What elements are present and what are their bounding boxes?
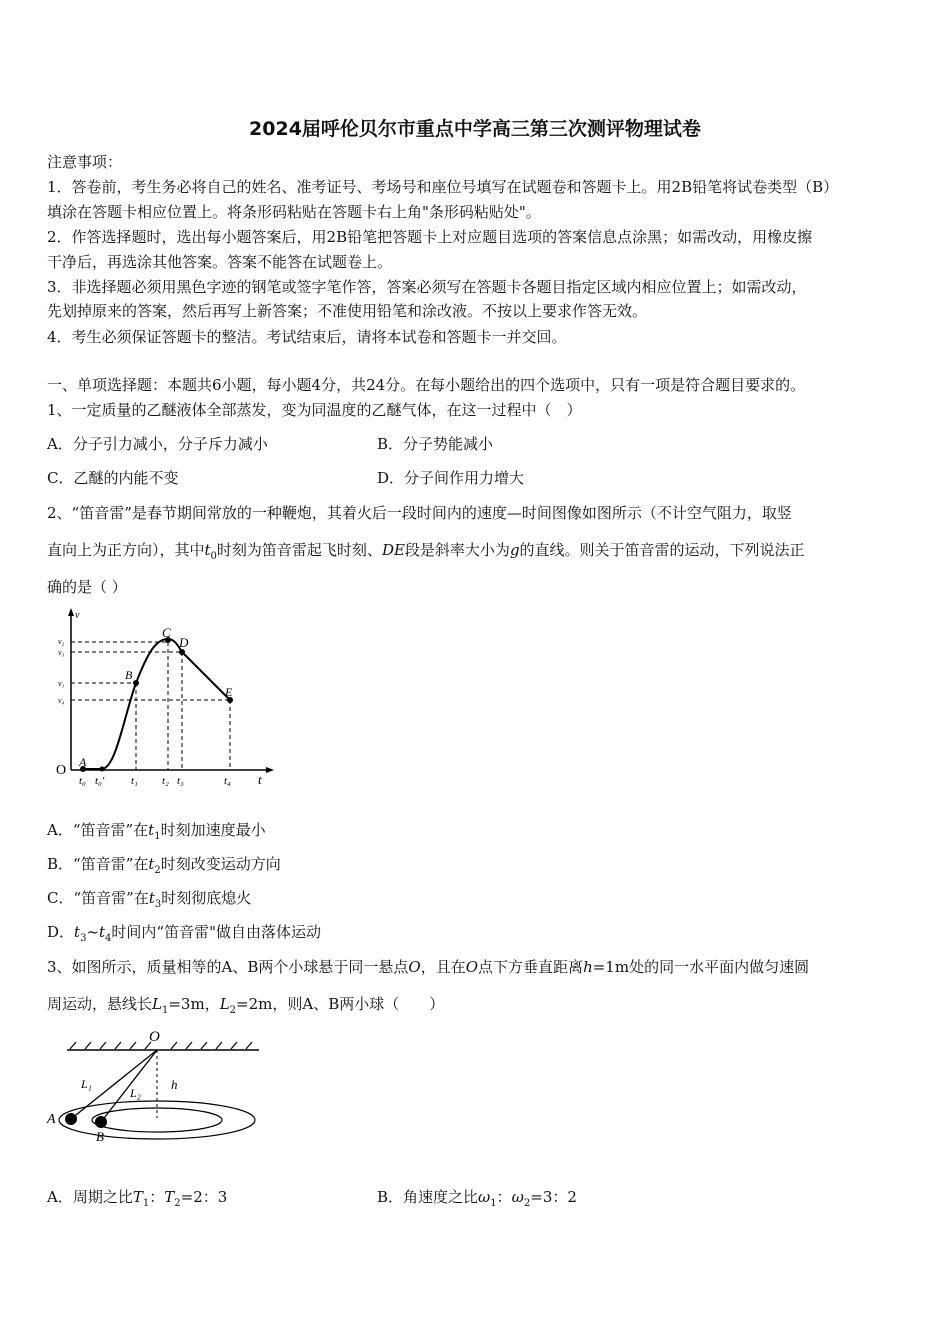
y-tick-v4: v₄ [58,696,65,705]
v-axis-arrow [68,608,74,616]
point-b [133,680,139,686]
x-tick-t2: t₂ [162,775,169,787]
x-tick-t1: t₁ [131,775,138,787]
velocity-time-graph [52,606,282,791]
q2-option-b: B．“笛音雷”在$t_2$时刻改变运动方向 [47,855,281,876]
conical-pendulum-figure [45,1026,270,1146]
axis-label-t: t [258,772,262,787]
x-tick-t3: t₃ [177,775,184,787]
notice-line: 填涂在答题卡相应位置上。将条形码粘贴在答题卡右上角"条形码粘贴处"。 [47,203,541,221]
point-label-e: E [225,685,233,699]
velocity-curve [83,639,230,769]
t-axis-arrow [266,767,274,773]
q2-stem-line1: 2、“笛音雷”是春节期间常放的一种鞭炮，其着火后一段时间内的速度—时间图像如图所示（不计空气阻力，取竖 [47,504,792,522]
q1-option-d: D．分子间作用力增大 [377,469,525,487]
y-tick-v2: v₂ [58,637,65,646]
q1-option-b: B．分子势能减小 [377,435,494,453]
axis-label-v: v [75,610,80,621]
point-label-c: C [162,625,171,640]
label-h: h [171,1077,178,1092]
q1-stem: 1、一定质量的乙醚液体全部蒸发，变为同温度的乙醚气体，在这一过程中（ ） [47,401,582,419]
notice-line: 1．答卷前，考生务必将自己的姓名、准考证号、考场号和座位号填写在试题卷和答题卡上。用2B铅笔将试卷类型（B） [47,178,839,196]
notice-line: 先划掉原来的答案，然后再写上新答案；不准使用铅笔和涂改液。不按以上要求作答无效。 [47,302,648,320]
suspension-point-label: O [149,1029,160,1045]
point-label-b: B [125,668,133,682]
q2-stem-line2: 直向上为正方向），其中$t_0$时刻为笛音雷起飞时刻、DE段是斜率大小为g的直线。则关于笛音雷的运动，下列说法正 [47,541,805,562]
label-l1: L₁ [81,1077,92,1091]
notice-heading: 注意事项： [47,153,123,171]
x-tick-t0: t₀ [79,775,86,787]
ball-b [95,1116,107,1128]
q2-stem-line3: 确的是（ ） [47,578,127,596]
label-l2: L₂ [130,1086,141,1100]
section-heading: 一、单项选择题：本题共6小题，每小题4分，共24分。在每小题给出的四个选项中，只有一项是符合题目要求的。 [47,376,806,394]
point-t0-prime [100,767,105,772]
q3-stem-line1: 3、如图所示，质量相等的A、B两个小球悬于同一悬点O，且在O点下方垂直距离h=1m处的同一水平面内做匀速圆 [47,958,810,976]
y-tick-v1: v₁ [58,679,65,688]
q2-option-d: D．$t_3\sim t_4$时间内“笛音雷"做自由落体运动 [47,923,321,944]
notice-line: 3．非选择题必须用黑色字迹的钢笔或签字笔作答，答案必须写在答题卡各题目指定区域内相应位置上；如需改动， [47,278,807,296]
q1-option-c: C．乙醚的内能不变 [47,469,179,487]
q2-option-a: A．“笛音雷”在$t_1$时刻加速度最小 [47,821,266,842]
q1-option-a: A．分子引力减小，分子斥力减小 [47,435,268,453]
q3-stem-line2: 周运动，悬线长$L_1=3m$，$L_2=2m$，则A、B两小球（ ） [47,995,445,1016]
origin-label: O [56,763,67,778]
page-title: 2024届呼伦贝尔市重点中学高三第三次测评物理试卷 [249,118,701,140]
q3-option-b: B．角速度之比$\omega_1$：$\omega_2=3$：2 [377,1188,577,1209]
q2-option-c: C．“笛音雷”在$t_3$时刻彻底熄火 [47,889,252,910]
ceiling-hatch [70,1042,252,1049]
q3-option-a: A．周期之比$T_1$：$T_2=2$：3 [47,1188,228,1209]
x-tick-t4: t₄ [224,775,231,787]
notice-line: 4．考生必须保证答题卡的整洁。考试结束后，请将本试卷和答题卡一并交回。 [47,328,567,346]
x-tick-t0-prime: t₀′ [95,775,105,787]
ball-a [65,1113,77,1125]
label-b: B [96,1129,104,1144]
string-l2 [101,1050,157,1122]
notice-line: 2．作答选择题时，选出每小题答案后，用2B铅笔把答题卡上对应题目选项的答案信息点涂黑；如需改动，用橡皮擦 [47,228,813,246]
notice-line: 干净后，再选涂其他答案。答案不能答在试题卷上。 [47,253,393,271]
point-label-a: A [79,755,87,769]
label-a: A [47,1112,56,1127]
y-tick-v3: v₃ [58,648,65,657]
point-label-d: D [179,635,189,650]
